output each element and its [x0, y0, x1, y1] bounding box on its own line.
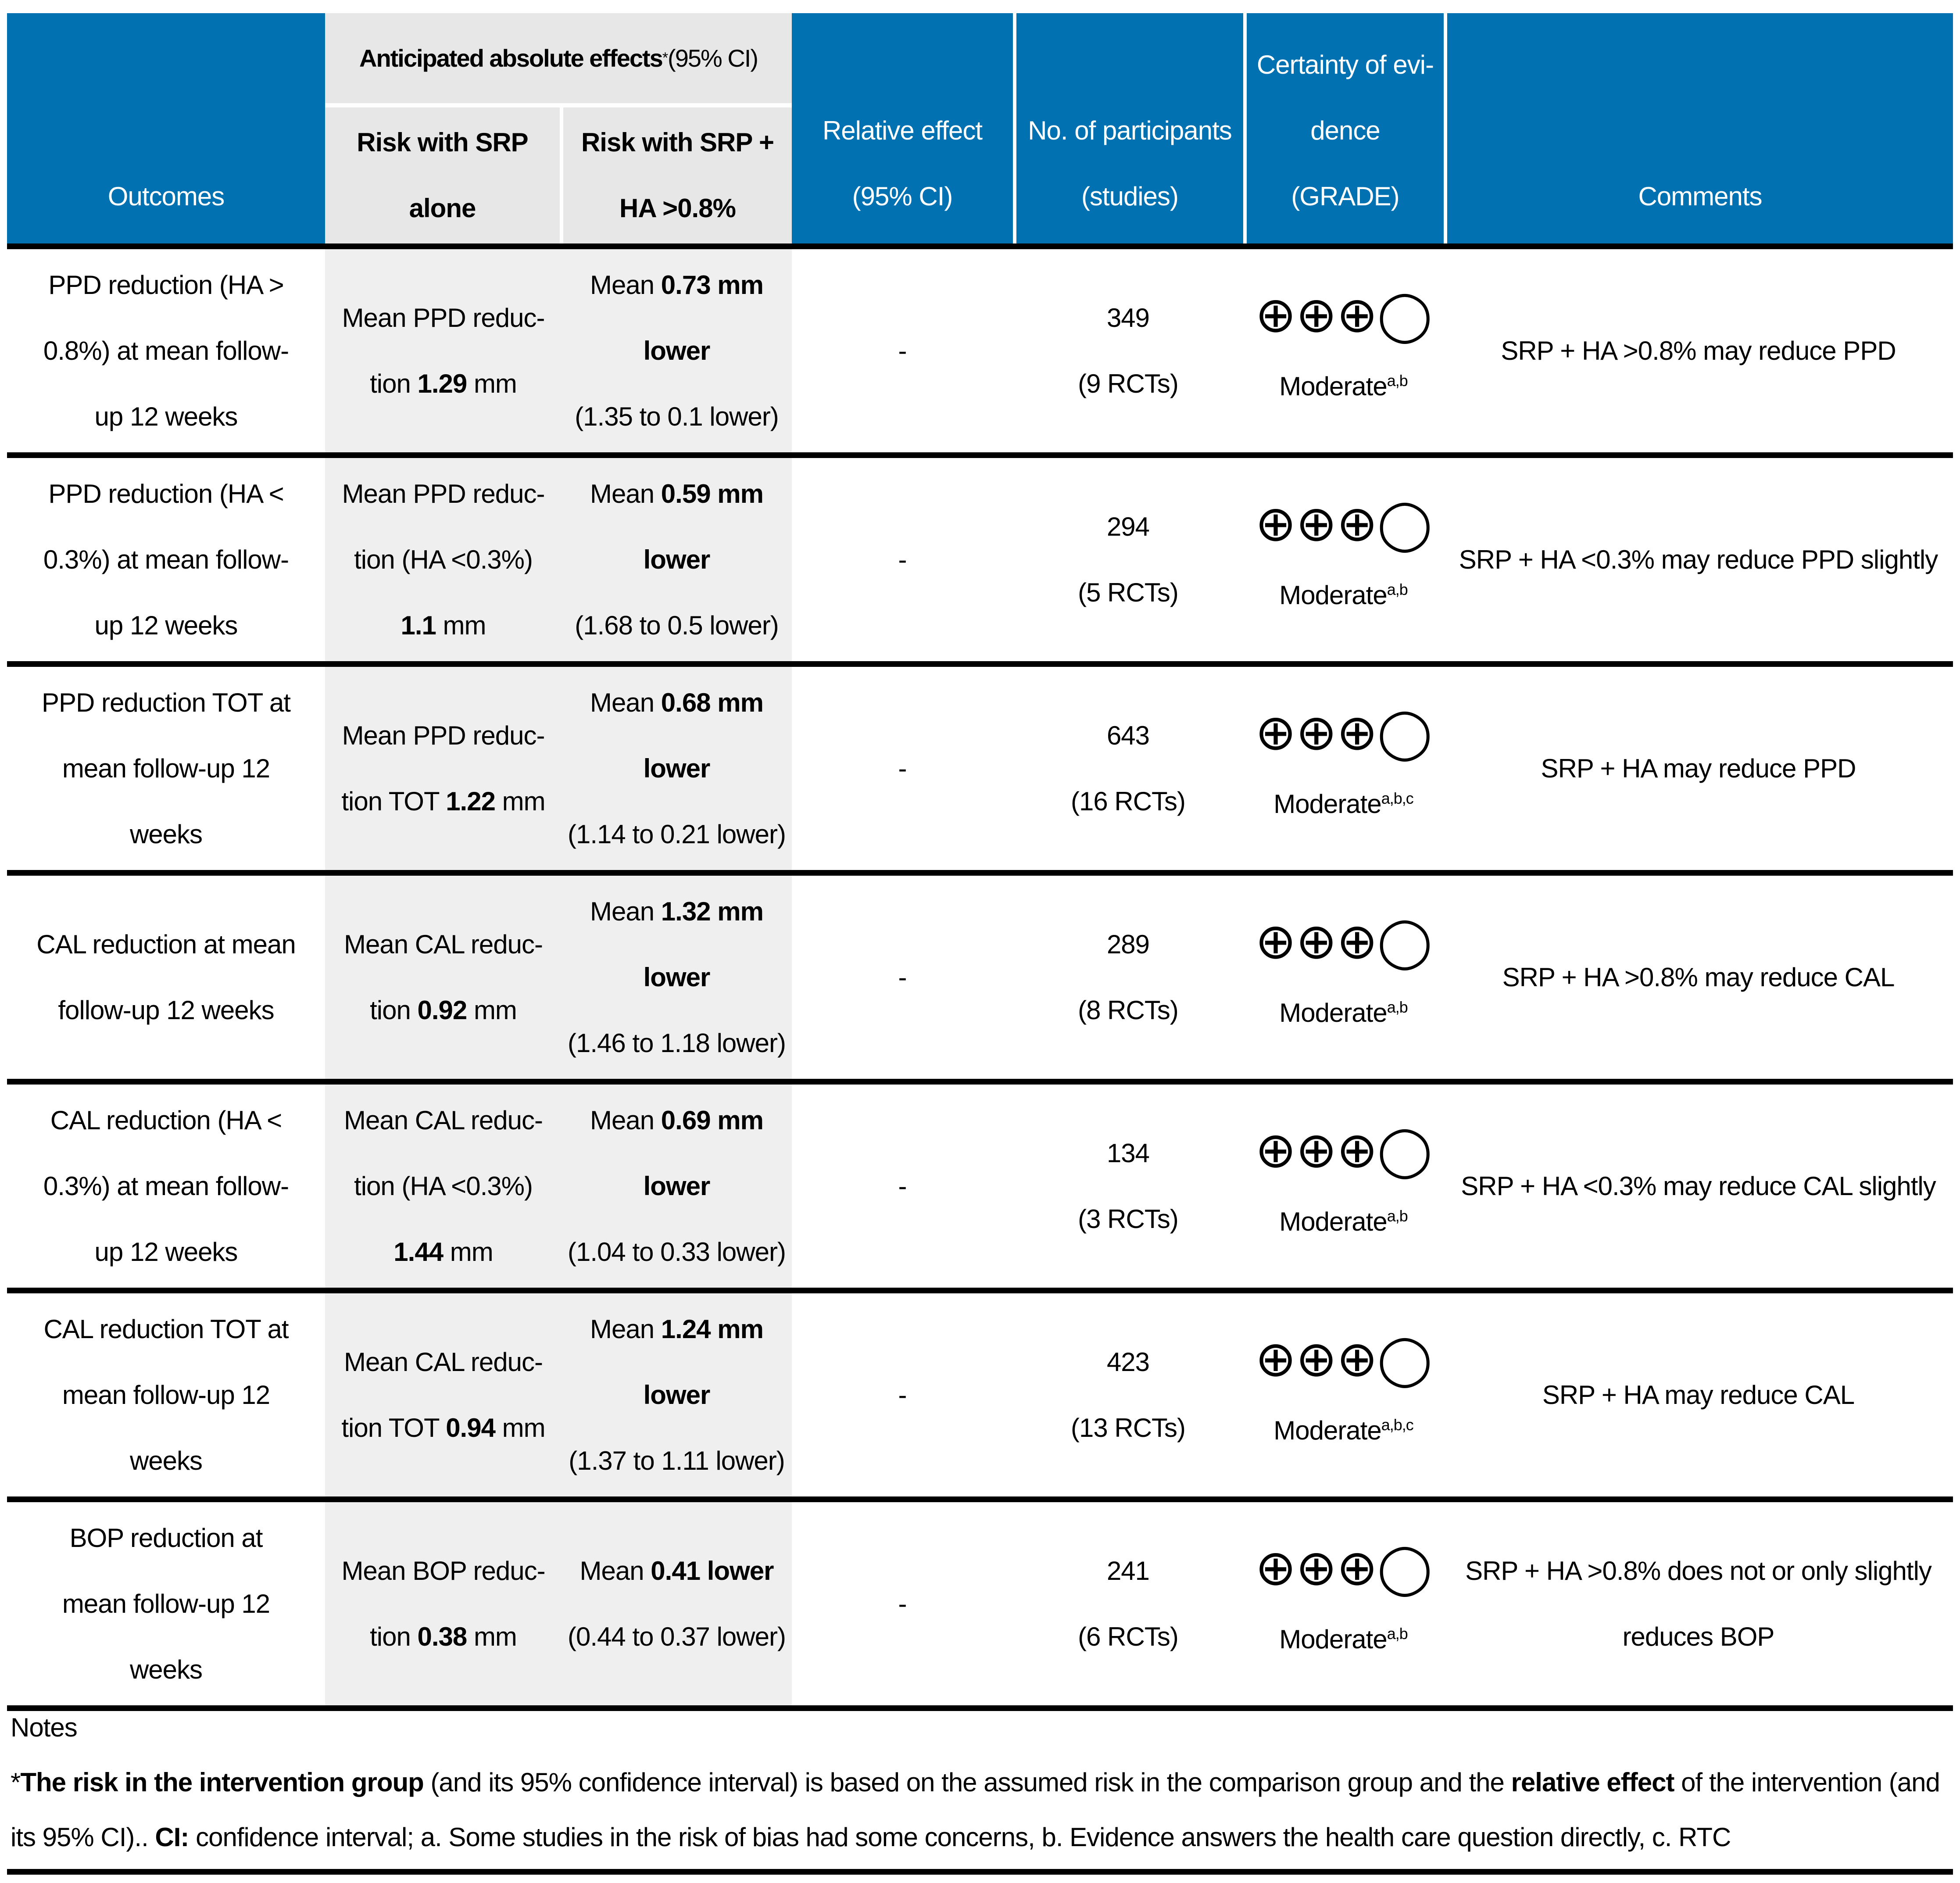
table-body [7, 243, 1953, 1705]
text-line: CAL reduction TOT at [43, 1314, 289, 1344]
text-line: reduces BOP [1622, 1622, 1774, 1651]
text-line: (studies) [1081, 182, 1179, 211]
column-header-relative-effect [792, 13, 1013, 243]
text-line: tion 0.92 mm [370, 995, 517, 1025]
text-line: Mean 0.69 mm [590, 1105, 763, 1135]
grade-circles-icon: ⊕⊕⊕◯ [1255, 495, 1432, 552]
table-row [7, 661, 1953, 870]
text-line: 241 [1106, 1556, 1150, 1586]
header-label: Comments [1638, 182, 1762, 211]
relative-effect-cell [792, 1085, 1013, 1288]
grade-cell [1243, 1085, 1444, 1288]
grade-cell [1243, 458, 1444, 661]
text-line: 643 [1106, 720, 1150, 750]
grade-label: Moderate$^{a,b}$ [1279, 998, 1408, 1027]
risk-srp-alone-cell [325, 876, 562, 1079]
comment-cell [1444, 1502, 1953, 1705]
text-line: (1.35 to 0.1 lower) [575, 401, 779, 431]
text-line: 294 [1106, 512, 1150, 541]
relative-effect-cell [792, 249, 1013, 452]
comment-cell [1444, 667, 1953, 870]
grade-cell [1243, 1293, 1444, 1496]
column-header-risk-with-srp-ha [563, 107, 792, 243]
text-line: up 12 weeks [94, 1237, 238, 1267]
grade-circles-icon: ⊕⊕⊕◯ [1255, 704, 1432, 761]
grade-footnote-superscript: a,b,c [1381, 1416, 1413, 1434]
text-line: tion 0.38 mm [370, 1622, 517, 1651]
summary-of-findings-table [7, 13, 1953, 1875]
risk-srp-alone-cell [325, 249, 562, 452]
notes-text: *The risk in the intervention group (and its 95% confidence interval) is based on the assumed risk in the comparison group and the relative effect of the intervention (and its 95% CI).. CI: confidence interval; a. Some studies in the risk of bias had some concerns, b. Evidence answers the health care question directly, c. RTC [11, 1768, 1940, 1852]
text-line: dence [1310, 116, 1380, 145]
outcome-cell [7, 667, 325, 870]
text-line: (1.14 to 0.21 lower) [568, 819, 786, 849]
grade-circles-icon: ⊕⊕⊕◯ [1255, 1331, 1432, 1388]
text-line: lower [643, 1380, 710, 1410]
text-line: No. of participants [1028, 116, 1232, 145]
column-group-anticipated-absolute-effects [325, 13, 792, 243]
participants-cell [1013, 1502, 1243, 1705]
comment-cell [1444, 1085, 1953, 1288]
text-line: weeks [129, 819, 203, 849]
text-line: Mean PPD reduc- [342, 303, 545, 333]
grade-cell [1243, 667, 1444, 870]
risk-srp-alone-cell [325, 1085, 562, 1288]
text-line: PPD reduction TOT at [42, 687, 290, 717]
comment-cell [1444, 1293, 1953, 1496]
outcome-cell [7, 1502, 325, 1705]
text-line: alone [409, 193, 476, 223]
text-line: Relative effect [822, 116, 983, 145]
text-line: tion (HA <0.3%) [354, 1171, 533, 1201]
text-line: CAL reduction (HA < [50, 1105, 282, 1135]
text-line: SRP + HA >0.8% does not or only slightly [1465, 1556, 1931, 1586]
text-line: PPD reduction (HA > [48, 270, 284, 300]
column-header-comments [1444, 13, 1953, 243]
grade-label: Moderate$^{a,b,c}$ [1273, 789, 1413, 819]
risk-srp-ha-cell [562, 876, 792, 1079]
text-line: lower [643, 753, 710, 783]
table-row [7, 870, 1953, 1079]
risk-srp-alone-cell [325, 1502, 562, 1705]
text-line: (3 RCTs) [1078, 1204, 1178, 1234]
text-line: Risk with SRP + [581, 128, 774, 157]
grade-circles-icon: ⊕⊕⊕◯ [1255, 913, 1432, 970]
text-line: tion TOT 0.94 mm [341, 1413, 545, 1443]
text-line: Mean 0.41 lower [579, 1556, 774, 1586]
grade-footnote-superscript: a,b [1387, 372, 1408, 390]
header-label: Outcomes [107, 182, 225, 211]
text-line: 0.3%) at mean follow- [43, 544, 289, 574]
table-row [7, 1288, 1953, 1496]
grade-circles-icon: ⊕⊕⊕◯ [1255, 286, 1432, 344]
text-line: 349 [1106, 303, 1150, 333]
text-line: - [898, 1171, 907, 1201]
text-line: 289 [1106, 929, 1150, 959]
relative-effect-cell [792, 1502, 1013, 1705]
text-line: Mean 1.32 mm [590, 896, 763, 926]
participants-cell [1013, 458, 1243, 661]
text-line: SRP + HA <0.3% may reduce PPD slightly [1459, 544, 1938, 574]
text-line: Mean PPD reduc- [342, 479, 545, 508]
text-line: SRP + HA may reduce CAL [1542, 1380, 1855, 1410]
column-header-risk-with-srp-alone [325, 107, 560, 243]
text-line: Mean CAL reduc- [344, 1347, 543, 1377]
outcome-cell [7, 249, 325, 452]
text-line: - [898, 336, 907, 365]
grade-label: Moderate$^{a,b}$ [1279, 372, 1408, 401]
column-header-certainty-of-evidence [1243, 13, 1444, 243]
text-line: Mean PPD reduc- [342, 720, 545, 750]
text-line: (8 RCTs) [1078, 995, 1178, 1025]
risk-srp-ha-cell [562, 1502, 792, 1705]
text-line: weeks [129, 1654, 203, 1684]
text-line: (16 RCTs) [1070, 786, 1186, 816]
text-line: - [898, 753, 907, 783]
text-line: 0.3%) at mean follow- [43, 1171, 289, 1201]
grade-circles-icon: ⊕⊕⊕◯ [1255, 1122, 1432, 1179]
text-line: (13 RCTs) [1070, 1413, 1186, 1443]
text-line: HA >0.8% [619, 193, 736, 223]
text-line: 0.8%) at mean follow- [43, 336, 289, 365]
table-row [7, 243, 1953, 452]
text-line: 1.44 mm [393, 1237, 493, 1267]
text-line: (1.46 to 1.18 lower) [568, 1028, 786, 1058]
text-line: - [898, 1380, 907, 1410]
text-line: (5 RCTs) [1078, 577, 1178, 607]
text-line: Mean 1.24 mm [590, 1314, 763, 1344]
text-line: tion 1.29 mm [370, 369, 517, 398]
risk-srp-alone-cell [325, 667, 562, 870]
text-line: SRP + HA >0.8% may reduce PPD [1501, 336, 1896, 365]
text-line: up 12 weeks [94, 401, 238, 431]
text-line: PPD reduction (HA < [48, 479, 284, 508]
grade-label: Moderate$^{a,b}$ [1279, 580, 1408, 610]
text-line: BOP reduction at [69, 1523, 263, 1553]
sub-header-row [325, 107, 792, 243]
text-line: 423 [1106, 1347, 1150, 1377]
table-row [7, 1496, 1953, 1705]
header-label-bold: Anticipated absolute effects [359, 44, 662, 72]
text-line: (0.44 to 0.37 lower) [568, 1622, 786, 1651]
grade-footnote-superscript: a,b [1387, 1207, 1408, 1225]
text-line: mean follow-up 12 [62, 753, 270, 783]
text-line: Mean BOP reduc- [341, 1556, 545, 1586]
text-line: 134 [1106, 1138, 1150, 1168]
comment-cell [1444, 458, 1953, 661]
risk-srp-ha-cell [562, 249, 792, 452]
risk-srp-ha-cell [562, 667, 792, 870]
text-line: - [898, 962, 907, 992]
text-line: (1.04 to 0.33 lower) [568, 1237, 786, 1267]
text-line: (9 RCTs) [1078, 369, 1178, 398]
participants-cell [1013, 249, 1243, 452]
text-line: lower [643, 962, 710, 992]
table-header-row [7, 13, 1953, 243]
participants-cell [1013, 1085, 1243, 1288]
text-line: Mean 0.68 mm [590, 687, 763, 717]
column-header-anticipated-absolute-effects [325, 13, 792, 103]
text-line: up 12 weeks [94, 610, 238, 640]
risk-srp-alone-cell [325, 1293, 562, 1496]
text-line: Mean CAL reduc- [344, 1105, 543, 1135]
grade-cell [1243, 876, 1444, 1079]
relative-effect-cell [792, 667, 1013, 870]
text-line: lower [643, 1171, 710, 1201]
column-header-participants [1013, 13, 1243, 243]
text-line: weeks [129, 1446, 203, 1475]
grade-footnote-superscript: a,b [1387, 998, 1408, 1016]
outcome-cell [7, 1293, 325, 1496]
notes-title: Notes [11, 1713, 77, 1742]
relative-effect-cell [792, 876, 1013, 1079]
header-label-ci: (95% CI) [668, 44, 758, 72]
text-line: (6 RCTs) [1078, 1622, 1178, 1651]
risk-srp-alone-cell [325, 458, 562, 661]
text-line: lower [643, 336, 710, 365]
asterisk-superscript: * [662, 50, 668, 66]
grade-cell [1243, 249, 1444, 452]
table-row [7, 1079, 1953, 1288]
relative-effect-cell [792, 1293, 1013, 1496]
comment-cell [1444, 249, 1953, 452]
text-line: CAL reduction at mean [36, 929, 296, 959]
participants-cell [1013, 876, 1243, 1079]
text-line: (95% CI) [852, 182, 953, 211]
text-line: mean follow-up 12 [62, 1589, 270, 1618]
participants-cell [1013, 667, 1243, 870]
grade-label: Moderate$^{a,b,c}$ [1273, 1416, 1413, 1445]
column-header-outcomes [7, 13, 325, 243]
text-line: tion TOT 1.22 mm [341, 786, 545, 816]
grade-footnote-superscript: a,b [1387, 1625, 1408, 1643]
outcome-cell [7, 876, 325, 1079]
outcome-cell [7, 1085, 325, 1288]
text-line: (GRADE) [1291, 182, 1399, 211]
text-line: 1.1 mm [401, 610, 486, 640]
text-line: SRP + HA >0.8% may reduce CAL [1502, 962, 1895, 992]
grade-label: Moderate$^{a,b}$ [1279, 1207, 1408, 1236]
text-line: - [898, 1589, 907, 1618]
grade-footnote-superscript: a,b [1387, 580, 1408, 598]
grade-footnote-superscript: a,b,c [1381, 789, 1413, 807]
text-line: mean follow-up 12 [62, 1380, 270, 1410]
text-line: lower [643, 544, 710, 574]
relative-effect-cell [792, 458, 1013, 661]
grade-circles-icon: ⊕⊕⊕◯ [1255, 1539, 1432, 1597]
notes-section [7, 1705, 1953, 1875]
risk-srp-ha-cell [562, 1085, 792, 1288]
table-row [7, 452, 1953, 661]
outcome-cell [7, 458, 325, 661]
grade-cell [1243, 1502, 1444, 1705]
text-line: Mean 0.73 mm [590, 270, 763, 300]
comment-cell [1444, 876, 1953, 1079]
text-line: tion (HA <0.3%) [354, 544, 533, 574]
text-line: follow-up 12 weeks [58, 995, 274, 1025]
risk-srp-ha-cell [562, 458, 792, 661]
text-line: SRP + HA <0.3% may reduce CAL slightly [1461, 1171, 1936, 1201]
text-line: SRP + HA may reduce PPD [1541, 753, 1856, 783]
text-line: (1.37 to 1.11 lower) [569, 1446, 785, 1475]
text-line: (1.68 to 0.5 lower) [575, 610, 779, 640]
risk-srp-ha-cell [562, 1293, 792, 1496]
text-line: Certainty of evi- [1256, 50, 1434, 79]
grade-label: Moderate$^{a,b}$ [1279, 1625, 1408, 1654]
text-line: Mean 0.59 mm [590, 479, 763, 508]
text-line: Mean CAL reduc- [344, 929, 543, 959]
text-line: - [898, 544, 907, 574]
participants-cell [1013, 1293, 1243, 1496]
text-line: Risk with SRP [357, 128, 528, 157]
